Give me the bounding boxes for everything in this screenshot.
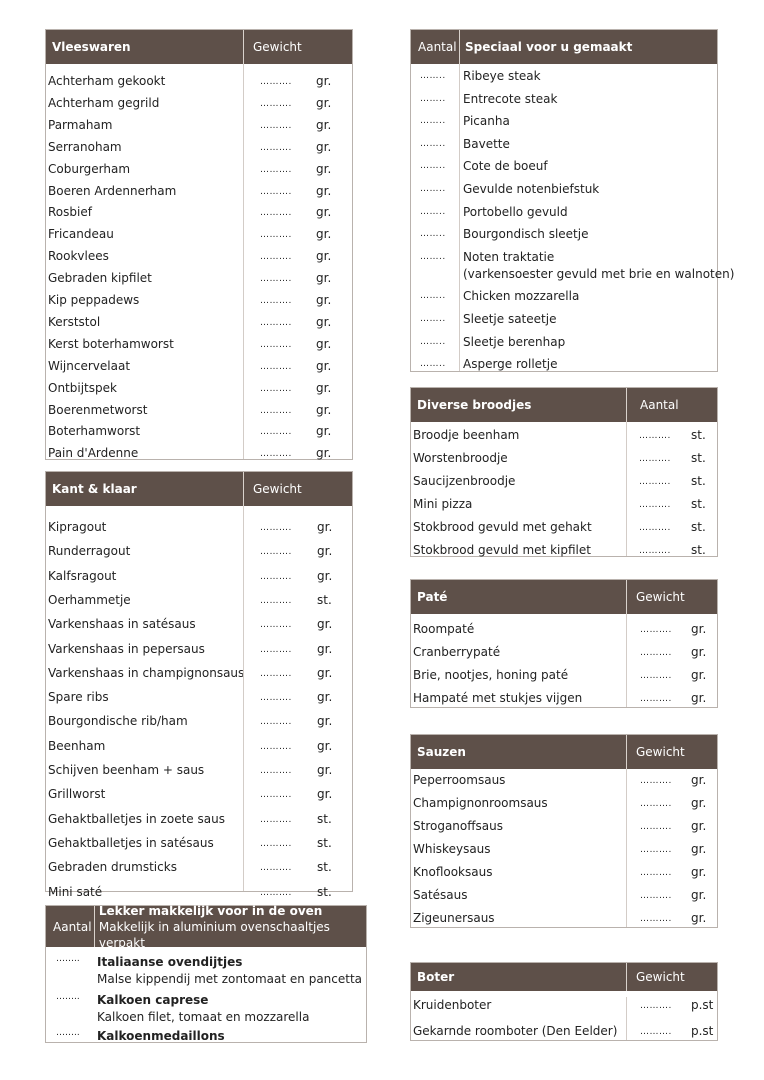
- item-name: Asperge rolletje: [463, 357, 558, 372]
- unit-label: gr.: [316, 205, 332, 220]
- item-name: Stokbrood gevuld met gehakt: [413, 520, 592, 534]
- item-name: Kip peppadews: [48, 293, 140, 307]
- section-title: Speciaal voor u gemaakt: [465, 40, 633, 54]
- item-name: Kalfsragout: [48, 568, 117, 583]
- unit-label: gr.: [691, 819, 707, 833]
- item-name: Mini saté: [48, 884, 103, 899]
- pate-header: [411, 580, 717, 614]
- amount-dots: ……….: [640, 625, 672, 635]
- amount-dots: ……….: [260, 142, 292, 153]
- item-name: Wijncervelaat: [48, 358, 131, 373]
- item-name: Pain d'Ardenne: [48, 446, 139, 461]
- unit-label: gr.: [317, 763, 333, 777]
- amount-dots: ……….: [260, 383, 292, 394]
- amount-dots: ……….: [640, 1001, 672, 1011]
- unit-label: p.st: [691, 1024, 714, 1038]
- quantity-dots: ……..: [420, 71, 446, 81]
- item-name: Bourgondisch sleetje: [463, 227, 589, 242]
- amount-dots: ……….: [260, 595, 292, 606]
- quantity-dots: ……..: [56, 1028, 80, 1038]
- item-name: Entrecote steak: [463, 91, 558, 106]
- unit-label: gr.: [691, 842, 707, 856]
- section-title: Sauzen: [417, 745, 466, 759]
- unit-label: gr.: [317, 714, 333, 729]
- unit-label: st.: [691, 520, 706, 534]
- unit-label: gr.: [317, 544, 333, 559]
- amount-dots: ……….: [640, 671, 672, 681]
- unit-label: gr.: [316, 271, 332, 286]
- amount-dots: ……….: [639, 454, 671, 464]
- section-title: Kant & klaar: [52, 482, 137, 496]
- unit-label: gr.: [317, 568, 333, 583]
- amount-dots: ……….: [260, 887, 292, 898]
- unit-label: st.: [317, 884, 332, 899]
- amount-dots: ……….: [260, 814, 292, 825]
- item-name: Fricandeau: [48, 227, 114, 242]
- item-name: Rookvlees: [48, 249, 109, 264]
- unit-label: gr.: [316, 336, 332, 351]
- column-label: Gewicht: [253, 40, 302, 54]
- item-name: Worstenbroodje: [413, 451, 508, 465]
- column-divider: [626, 614, 627, 707]
- column-divider: [626, 997, 627, 1040]
- unit-label: st.: [317, 811, 332, 826]
- unit-label: st.: [691, 543, 706, 557]
- amount-dots: ……….: [260, 838, 292, 849]
- sauzen-section: [410, 734, 718, 928]
- column-divider: [243, 64, 244, 459]
- item-name: Chicken mozzarella: [463, 289, 580, 304]
- amount-dots: ……….: [640, 822, 672, 832]
- kant-klaar-header: [46, 472, 352, 506]
- item-name: Satésaus: [413, 888, 468, 902]
- item-name: Champignonroomsaus: [413, 796, 548, 810]
- amount-dots: ……….: [640, 776, 672, 786]
- amount-dots: ……….: [260, 164, 292, 175]
- unit-label: gr.: [316, 183, 332, 198]
- item-name: Kipragout: [48, 520, 107, 534]
- item-name: Oerhammetje: [48, 592, 131, 607]
- item-name: Roompaté: [413, 622, 475, 636]
- quantity-dots: ……..: [420, 116, 446, 127]
- boter-section: [410, 962, 718, 1041]
- amount-dots: ……….: [260, 693, 292, 704]
- column-label: Aantal: [640, 398, 679, 412]
- amount-dots: ……….: [260, 571, 292, 582]
- unit-label: gr.: [317, 617, 333, 632]
- pate-section: [410, 579, 718, 708]
- item-name: Varkenshaas in pepersaus: [48, 641, 205, 656]
- item-name: Knoflooksaus: [413, 865, 493, 879]
- oven-section: [45, 905, 367, 1043]
- amount-dots: ……….: [260, 361, 292, 372]
- amount-dots: ……….: [640, 694, 672, 704]
- amount-dots: ……….: [260, 230, 292, 241]
- item-name: Portobello gevuld: [463, 204, 568, 219]
- section-subtitle: Makkelijk in aluminium ovenschaaltjes verpakt: [98, 919, 330, 950]
- quantity-dots: ……..: [56, 954, 80, 964]
- item-name: Mini pizza: [413, 497, 473, 511]
- amount-dots: ……….: [260, 620, 292, 631]
- amount-dots: ……….: [260, 274, 292, 285]
- unit-label: st.: [317, 592, 332, 607]
- amount-dots: ……….: [260, 741, 292, 752]
- item-name: Hampaté met stukjes vijgen: [413, 691, 583, 705]
- unit-label: st.: [691, 474, 706, 488]
- unit-label: gr.: [316, 402, 332, 417]
- unit-label: gr.: [691, 773, 707, 787]
- quantity-dots: ……..: [56, 992, 80, 1002]
- item-name: Stroganoffsaus: [413, 819, 503, 833]
- unit-label: gr.: [317, 738, 333, 753]
- amount-dots: ……….: [260, 547, 292, 558]
- item-name: Gebraden drumsticks: [48, 860, 177, 875]
- oven-header: [46, 903, 366, 950]
- item-name: Cote de boeuf: [463, 159, 548, 174]
- item-name: Sleetje sateetje: [463, 311, 557, 326]
- unit-label: gr.: [317, 641, 333, 656]
- column-label: Gewicht: [636, 590, 685, 604]
- item-name: Varkenshaas in champignonsaus: [48, 665, 245, 680]
- amount-dots: ……….: [260, 120, 292, 131]
- item-description: Malse kippendij met zontomaat en pancetta: [97, 972, 363, 986]
- unit-label: gr.: [316, 249, 332, 264]
- item-name: Gehaktballetjes in satésaus: [48, 835, 214, 850]
- quantity-dots: ……..: [420, 93, 446, 104]
- item-name: Schijven beenham + saus: [48, 763, 205, 777]
- item-name: Beenham: [48, 738, 106, 753]
- quantity-dots: ……..: [420, 138, 446, 149]
- kant-klaar-section: [45, 471, 353, 899]
- unit-label: st.: [691, 451, 706, 465]
- unit-label: gr.: [316, 446, 332, 461]
- unit-label: gr.: [316, 424, 332, 439]
- quantity-dots: ……..: [420, 291, 446, 302]
- amount-dots: ……….: [260, 863, 292, 874]
- item-name: Achterham gegrild: [48, 95, 160, 110]
- amount-dots: ……….: [260, 339, 292, 350]
- column-label: Aantal: [53, 919, 92, 934]
- quantity-dots: ……..: [420, 161, 446, 172]
- item-name: Picanha: [463, 114, 510, 129]
- unit-label: st.: [691, 497, 706, 511]
- boter-header: [411, 963, 717, 991]
- speciaal-header: [411, 30, 717, 64]
- unit-label: gr.: [691, 668, 707, 682]
- item-name: Ribeye steak: [463, 69, 541, 83]
- item-name: Boeren Ardennerham: [48, 183, 177, 198]
- amount-dots: ……….: [640, 648, 672, 658]
- column-divider: [459, 64, 460, 371]
- amount-dots: ……….: [260, 98, 292, 109]
- quantity-dots: ……..: [420, 336, 446, 347]
- amount-dots: ……….: [260, 296, 292, 306]
- amount-dots: ……….: [260, 668, 292, 679]
- item-name: Rosbief: [48, 205, 92, 220]
- item-name: Coburgerham: [48, 161, 131, 176]
- amount-dots: ……….: [640, 891, 672, 901]
- column-divider: [243, 506, 244, 891]
- item-name: Noten traktatie: [463, 249, 555, 264]
- amount-dots: ……….: [640, 868, 672, 878]
- unit-label: gr.: [316, 227, 332, 242]
- amount-dots: ……….: [260, 449, 292, 460]
- column-label: Gewicht: [253, 482, 302, 496]
- section-title: Vleeswaren: [52, 40, 131, 54]
- column-label: Gewicht: [636, 970, 685, 984]
- item-name: Bourgondische rib/ham: [48, 714, 188, 729]
- unit-label: gr.: [316, 117, 332, 132]
- amount-dots: ……….: [260, 208, 292, 219]
- unit-label: gr.: [317, 520, 333, 534]
- column-divider: [626, 769, 627, 927]
- broodjes-header: [411, 388, 717, 422]
- item-name: Bavette: [463, 136, 510, 151]
- amount-dots: ……….: [639, 431, 671, 441]
- unit-label: gr.: [691, 911, 707, 925]
- unit-label: gr.: [316, 380, 332, 395]
- sauzen-header: [411, 735, 717, 769]
- section-title: Lekker makkelijk voor in de oven: [98, 903, 323, 918]
- section-title: Paté: [417, 590, 448, 604]
- item-description: Kalkoen filet, tomaat en mozzarella: [97, 1010, 310, 1024]
- item-name: Achterham gekookt: [48, 74, 166, 88]
- unit-label: gr.: [316, 74, 332, 88]
- unit-label: gr.: [317, 690, 333, 705]
- amount-dots: ……….: [260, 790, 292, 801]
- item-name: Cranberrypaté: [413, 645, 501, 659]
- item-name: Gekarnde roomboter (Den Eelder): [413, 1024, 618, 1038]
- amount-dots: ……….: [639, 523, 671, 533]
- broodjes-section: [410, 387, 718, 557]
- item-name: Gehaktballetjes in zoete saus: [48, 811, 225, 826]
- column-divider: [626, 422, 627, 556]
- item-name: Varkenshaas in satésaus: [48, 617, 196, 632]
- amount-dots: ……….: [260, 766, 292, 776]
- column-label: Gewicht: [636, 745, 685, 759]
- amount-dots: ……….: [260, 427, 292, 438]
- item-name: Parmaham: [48, 117, 113, 132]
- quantity-dots: ……..: [420, 184, 446, 194]
- amount-dots: ……….: [260, 77, 292, 87]
- unit-label: gr.: [316, 161, 332, 176]
- speciaal-section: [410, 29, 735, 372]
- item-name: Stokbrood gevuld met kipfilet: [413, 543, 591, 557]
- item-name: Italiaanse ovendijtjes: [97, 955, 243, 969]
- item-name: Kerst boterhamworst: [48, 336, 174, 351]
- unit-label: st.: [317, 835, 332, 850]
- amount-dots: ……….: [639, 477, 671, 487]
- amount-dots: ……….: [640, 845, 672, 855]
- item-name: Ontbijtspek: [48, 380, 117, 395]
- unit-label: gr.: [316, 293, 332, 307]
- amount-dots: ……….: [640, 799, 672, 809]
- item-name: Peperroomsaus: [413, 773, 506, 787]
- unit-label: gr.: [317, 787, 333, 802]
- item-name: Boterhamworst: [48, 424, 141, 439]
- unit-label: gr.: [316, 139, 332, 154]
- amount-dots: ……….: [260, 644, 292, 655]
- item-name: Runderragout: [48, 544, 131, 559]
- amount-dots: ……….: [260, 717, 292, 728]
- amount-dots: ……….: [640, 1027, 672, 1037]
- unit-label: gr.: [691, 645, 707, 659]
- amount-dots: ……….: [260, 405, 292, 416]
- unit-label: gr.: [316, 358, 332, 373]
- amount-dots: ……….: [260, 523, 292, 533]
- section-title: Diverse broodjes: [417, 398, 532, 412]
- amount-dots: ……….: [260, 252, 292, 263]
- quantity-dots: ……..: [420, 359, 446, 370]
- item-name: Serranoham: [48, 139, 122, 154]
- unit-label: gr.: [691, 691, 707, 705]
- amount-dots: ……….: [639, 500, 671, 510]
- item-name: Brie, nootjes, honing paté: [413, 668, 569, 682]
- unit-label: gr.: [316, 95, 332, 110]
- vleeswaren-header: [46, 30, 352, 64]
- unit-label: st.: [317, 860, 332, 875]
- item-name: Broodje beenham: [413, 428, 520, 442]
- item-name: Kerststol: [48, 314, 101, 329]
- unit-label: st.: [691, 428, 706, 442]
- item-name: Boerenmetworst: [48, 402, 148, 417]
- unit-label: gr.: [691, 865, 707, 879]
- amount-dots: ……….: [639, 546, 671, 556]
- quantity-dots: ……..: [420, 229, 446, 240]
- item-name: Gebraden kipfilet: [48, 271, 152, 286]
- item-name: Zigeunersaus: [413, 911, 495, 925]
- amount-dots: ……….: [260, 186, 292, 197]
- column-label: Aantal: [418, 40, 457, 54]
- item-name: Kruidenboter: [413, 998, 492, 1012]
- item-name: Kalkoenmedaillons: [97, 1029, 225, 1043]
- quantity-dots: ……..: [420, 313, 446, 324]
- unit-label: gr.: [691, 622, 707, 636]
- item-name: Kalkoen caprese: [97, 993, 209, 1007]
- vleeswaren-section: [45, 29, 353, 460]
- item-name: Saucijzenbroodje: [413, 474, 516, 488]
- unit-label: p.st: [691, 998, 714, 1012]
- item-name: Gevulde notenbiefstuk: [463, 182, 600, 196]
- amount-dots: ……….: [640, 914, 672, 924]
- quantity-dots: ……..: [420, 251, 446, 262]
- unit-label: gr.: [691, 796, 707, 810]
- item-name: Whiskeysaus: [413, 842, 491, 856]
- unit-label: gr.: [316, 314, 332, 329]
- item-description: (varkensoester gevuld met brie en walnoten): [463, 266, 735, 281]
- item-name: Spare ribs: [48, 690, 109, 705]
- unit-label: gr.: [317, 665, 333, 680]
- item-name: Grillworst: [48, 787, 106, 802]
- unit-label: gr.: [691, 888, 707, 902]
- quantity-dots: ……..: [420, 206, 446, 217]
- item-name: Sleetje berenhap: [463, 334, 566, 349]
- amount-dots: ……….: [260, 317, 292, 328]
- section-title: Boter: [417, 970, 455, 984]
